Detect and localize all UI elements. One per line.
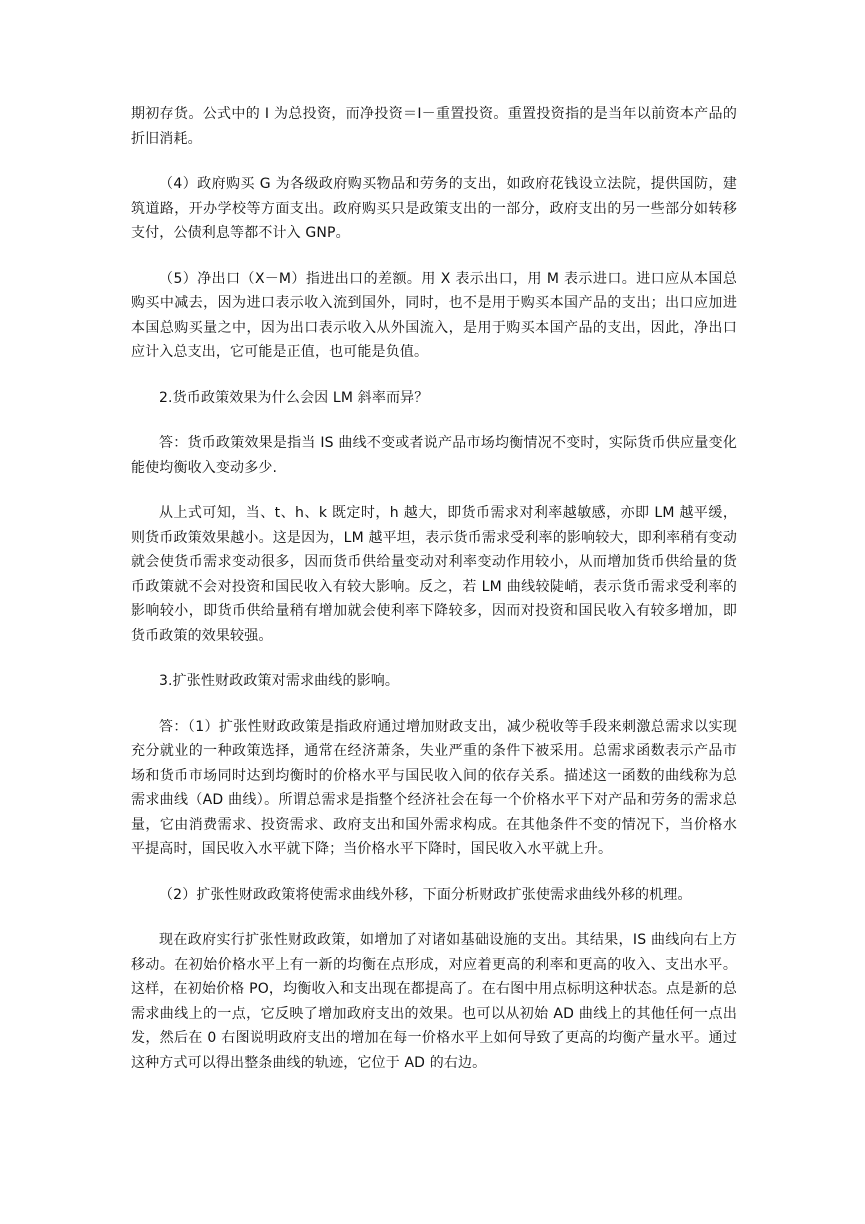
paragraph-net-exports: （5）净出口（X－M）指进出口的差额。用 X 表示出口，用 M 表示进口。进口应从本国总购买中减去，因为进口表示收入流到国外，同时，也不是用于购买本国产品的支出；出口应加进本国总购买量之中，因为出口表示收入从外国流入，是用于购买本国产品的支出，因此，净出口应计入总支出，它可能是正值，也可能是负值。: [131, 270, 737, 360]
paragraph-investment-continuation: 期初存货。公式中的 I 为总投资，而净投资＝I－重置投资。重置投资指的是当年以前资本产品的折旧消耗。: [131, 106, 737, 147]
document-page: [131, 102, 737, 1075]
paragraph-government-purchases: （4）政府购买 G 为各级政府购买物品和劳务的支出，如政府花钱设立法院，提供国防，建筑道路，开办学校等方面支出。政府购买只是政策支出的一部分，政府支出的另一些部分如转移支付，公债利息等都不计入 GNP。: [131, 176, 737, 241]
answer-3-part-1: 答：（1）扩张性财政政策是指政府通过增加财政支出，减少税收等手段来刺激总需求以实现充分就业的一种政策选择，通常在经济萧条，失业严重的条件下被采用。总需求函数表示产品市场和货币市场同时达到均衡时的价格水平与国民收入间的依存关系。描述这一函数的曲线称为总需求曲线（AD 曲线）。所谓总需求是指整个经济社会在每一个价格水平下对产品和劳务的需求总量，它由消费需求、投资需求、政府支出和国外需求构成。在其他条件不变的情况下，当价格水平提高时，国民收入水平就下降；当价格水平下降时，国民收入水平就上升。: [131, 718, 737, 857]
answer-2-body: 从上式可知，当、t、h、k 既定时，h 越大，即货币需求对利率越敏感，亦即 LM 越平缓，则货币政策效果越小。这是因为，LM 越平坦，表示货币需求受利率的影响较大，即利率稍有变动就会使货币需求变动很多，因而货币供给量变动对利率变动作用较小，从而增加货币供给量的货币政策就不会对投资和国民收入有较大影响。反之，若 LM 曲线较陡峭，表示货币需求受利率的影响较小，即货币供给量稍有增加就会使利率下降较多，因而对投资和国民收入有较多增加，即货币政策的效果较强。: [131, 505, 737, 644]
answer-2-intro: 答：货币政策效果是指当 IS 曲线不变或者说产品市场均衡情况不变时，实际货币供应量变化能使均衡收入变动多少.: [131, 435, 737, 476]
question-2-heading: 2.货币政策效果为什么会因 LM 斜率而异？: [159, 389, 429, 406]
answer-3-mechanism: 现在政府实行扩张性财政政策，如增加了对诸如基础设施的支出。其结果，IS 曲线向右上方移动。在初始价格水平上有一新的均衡在点形成，对应着更高的利率和更高的收入、支出水平。这样，在初始价格 PO，均衡收入和支出现在都提高了。在右图中用点标明这种状态。点是新的总需求曲线上的一点，它反映了增加政府支出的效果。也可以从初始 AD 曲线上的其他任何一点出发，然后在 0 右图说明政府支出的增加在每一价格水平上如何导致了更高的均衡产量水平。通过这种方式可以得出整条曲线的轨迹，它位于 AD 的右边。: [131, 932, 737, 1071]
question-3-heading: 3.扩张性财政政策对需求曲线的影响。: [159, 673, 400, 689]
answer-3-part-2: （2）扩张性财政政策将使需求曲线外移，下面分析财政扩张使需求曲线外移的机理。: [159, 886, 692, 903]
